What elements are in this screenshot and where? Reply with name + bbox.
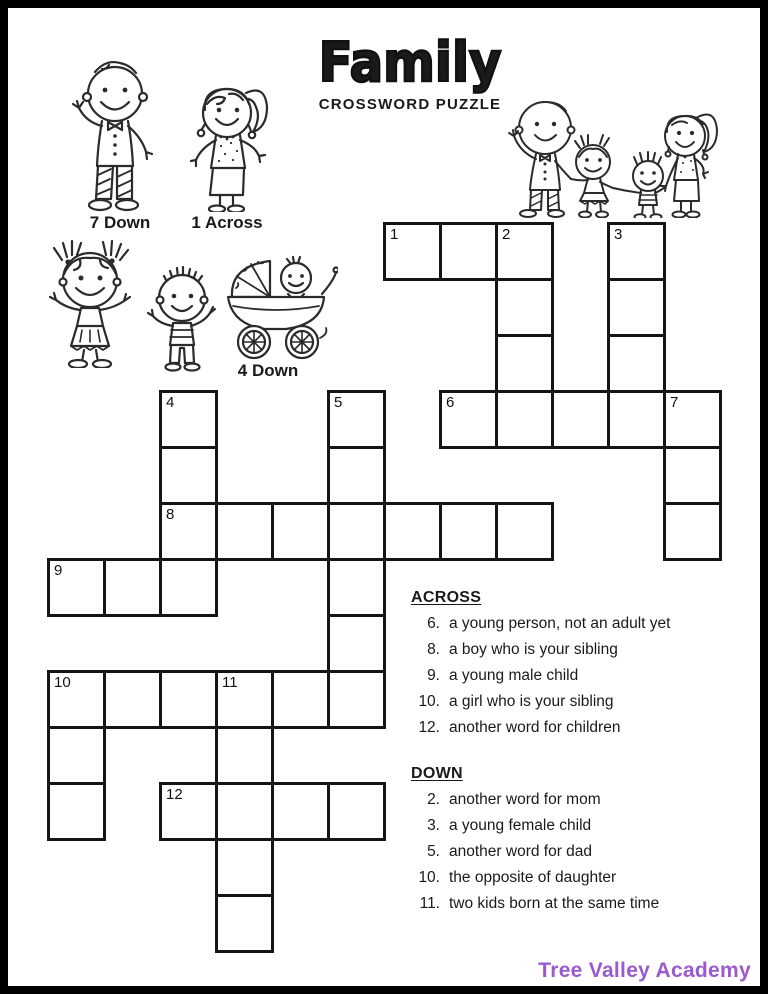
grid-cell[interactable]: [159, 558, 218, 617]
grid-cell-number: 9: [54, 562, 63, 579]
grid-cell[interactable]: [271, 502, 330, 561]
across-section: [411, 589, 731, 746]
grid-cell[interactable]: [607, 334, 666, 393]
grid-cell[interactable]: [607, 390, 666, 449]
down-clue-list: [411, 792, 731, 912]
grid-cell[interactable]: [215, 726, 274, 785]
clue-text: a young male child: [449, 667, 579, 684]
clue-item: [411, 818, 731, 834]
grid-cell-number: 5: [334, 394, 343, 411]
clue-item: [411, 792, 731, 808]
grid-cell[interactable]: [47, 726, 106, 785]
dad-figure-icon: [62, 56, 170, 214]
grid-cell[interactable]: [383, 502, 442, 561]
clue-text: another word for children: [449, 719, 621, 736]
grid-cell[interactable]: [383, 222, 442, 281]
grid-cell-number: 1: [390, 226, 399, 243]
mom-figure-icon: [183, 80, 275, 212]
grid-cell[interactable]: [47, 558, 106, 617]
grid-cell[interactable]: [103, 670, 162, 729]
clue-number: 12.: [418, 719, 440, 736]
grid-cell[interactable]: [327, 558, 386, 617]
grid-cell[interactable]: [495, 502, 554, 561]
grid-cell[interactable]: [215, 782, 274, 841]
grid-cell[interactable]: [215, 894, 274, 953]
page-subtitle: CROSSWORD PUZZLE: [318, 96, 502, 113]
clue-item: [411, 668, 731, 684]
grid-cell[interactable]: [271, 670, 330, 729]
grid-cell[interactable]: [439, 502, 498, 561]
grid-cell-number: 10: [54, 674, 71, 691]
across-clue-list: [411, 616, 731, 736]
clue-item: [411, 720, 731, 736]
grid-cell-number: 12: [166, 786, 183, 803]
grid-cell[interactable]: [159, 390, 218, 449]
clue-text: a girl who is your sibling: [449, 693, 614, 710]
grid-cell[interactable]: [551, 390, 610, 449]
down-section: [411, 765, 731, 922]
clue-number: 8.: [427, 641, 440, 658]
boy-figure-icon: [144, 266, 220, 372]
clue-text: a young female child: [449, 817, 592, 834]
grid-cell-number: 11: [222, 674, 238, 691]
clue-item: [411, 870, 731, 886]
grid-cell-number: 7: [670, 394, 679, 411]
grid-cell[interactable]: [439, 390, 498, 449]
grid-cell[interactable]: [103, 558, 162, 617]
down-heading: DOWN: [411, 765, 463, 782]
clue-item: [411, 896, 731, 912]
clue-number: 10.: [418, 869, 440, 886]
grid-cell[interactable]: [495, 334, 554, 393]
clue-number: 2.: [427, 791, 440, 808]
family-group-icon: [500, 78, 750, 218]
grid-cell[interactable]: [271, 782, 330, 841]
grid-cell[interactable]: [663, 446, 722, 505]
grid-cell[interactable]: [159, 446, 218, 505]
grid-cell[interactable]: [439, 222, 498, 281]
clue-number: 3.: [427, 817, 440, 834]
clue-text: another word for dad: [449, 843, 593, 860]
clue-item: [411, 642, 731, 658]
grid-cell-number: 3: [614, 226, 623, 243]
clue-item: [411, 844, 731, 860]
grid-cell-number: 2: [502, 226, 511, 243]
mom-figure-label: 1 Across: [191, 213, 263, 232]
grid-cell[interactable]: [663, 502, 722, 561]
grid-cell[interactable]: [495, 222, 554, 281]
grid-cell[interactable]: [159, 782, 218, 841]
grid-cell[interactable]: [327, 390, 386, 449]
clue-item: [411, 694, 731, 710]
grid-cell[interactable]: [607, 278, 666, 337]
grid-cell[interactable]: [47, 670, 106, 729]
clue-text: a boy who is your sibling: [449, 641, 618, 658]
clue-number: 5.: [427, 843, 440, 860]
grid-cell[interactable]: [215, 670, 274, 729]
grid-cell-number: 4: [166, 394, 175, 411]
grid-cell[interactable]: [495, 278, 554, 337]
page-title: Family: [318, 31, 502, 94]
grid-cell[interactable]: [159, 502, 218, 561]
clue-number: 6.: [427, 615, 440, 632]
across-heading: ACROSS: [411, 589, 482, 606]
clue-number: 11.: [419, 895, 440, 912]
grid-cell[interactable]: [215, 502, 274, 561]
baby-carriage-icon: [220, 252, 338, 360]
girl-figure-icon: [46, 238, 134, 368]
brand-logo: Tree Valley Academy: [538, 959, 751, 982]
grid-cell[interactable]: [215, 838, 274, 897]
grid-cell[interactable]: [159, 670, 218, 729]
clue-text: another word for mom: [449, 791, 601, 808]
grid-cell[interactable]: [495, 390, 554, 449]
grid-cell[interactable]: [327, 670, 386, 729]
grid-cell[interactable]: [47, 782, 106, 841]
grid-cell-number: 8: [166, 506, 175, 523]
grid-cell-number: 6: [446, 394, 455, 411]
grid-cell[interactable]: [327, 502, 386, 561]
carriage-figure-label: 4 Down: [237, 361, 299, 380]
clue-item: [411, 616, 731, 632]
grid-cell[interactable]: [327, 782, 386, 841]
clue-number: 9.: [427, 667, 440, 684]
grid-cell[interactable]: [663, 390, 722, 449]
grid-cell[interactable]: [327, 446, 386, 505]
clue-text: a young person, not an adult yet: [449, 615, 671, 632]
dad-figure-label: 7 Down: [89, 213, 151, 232]
grid-cell[interactable]: [607, 222, 666, 281]
clue-text: the opposite of daughter: [449, 869, 617, 886]
clue-text: two kids born at the same time: [449, 895, 660, 912]
clue-number: 10.: [418, 693, 440, 710]
grid-cell[interactable]: [327, 614, 386, 673]
